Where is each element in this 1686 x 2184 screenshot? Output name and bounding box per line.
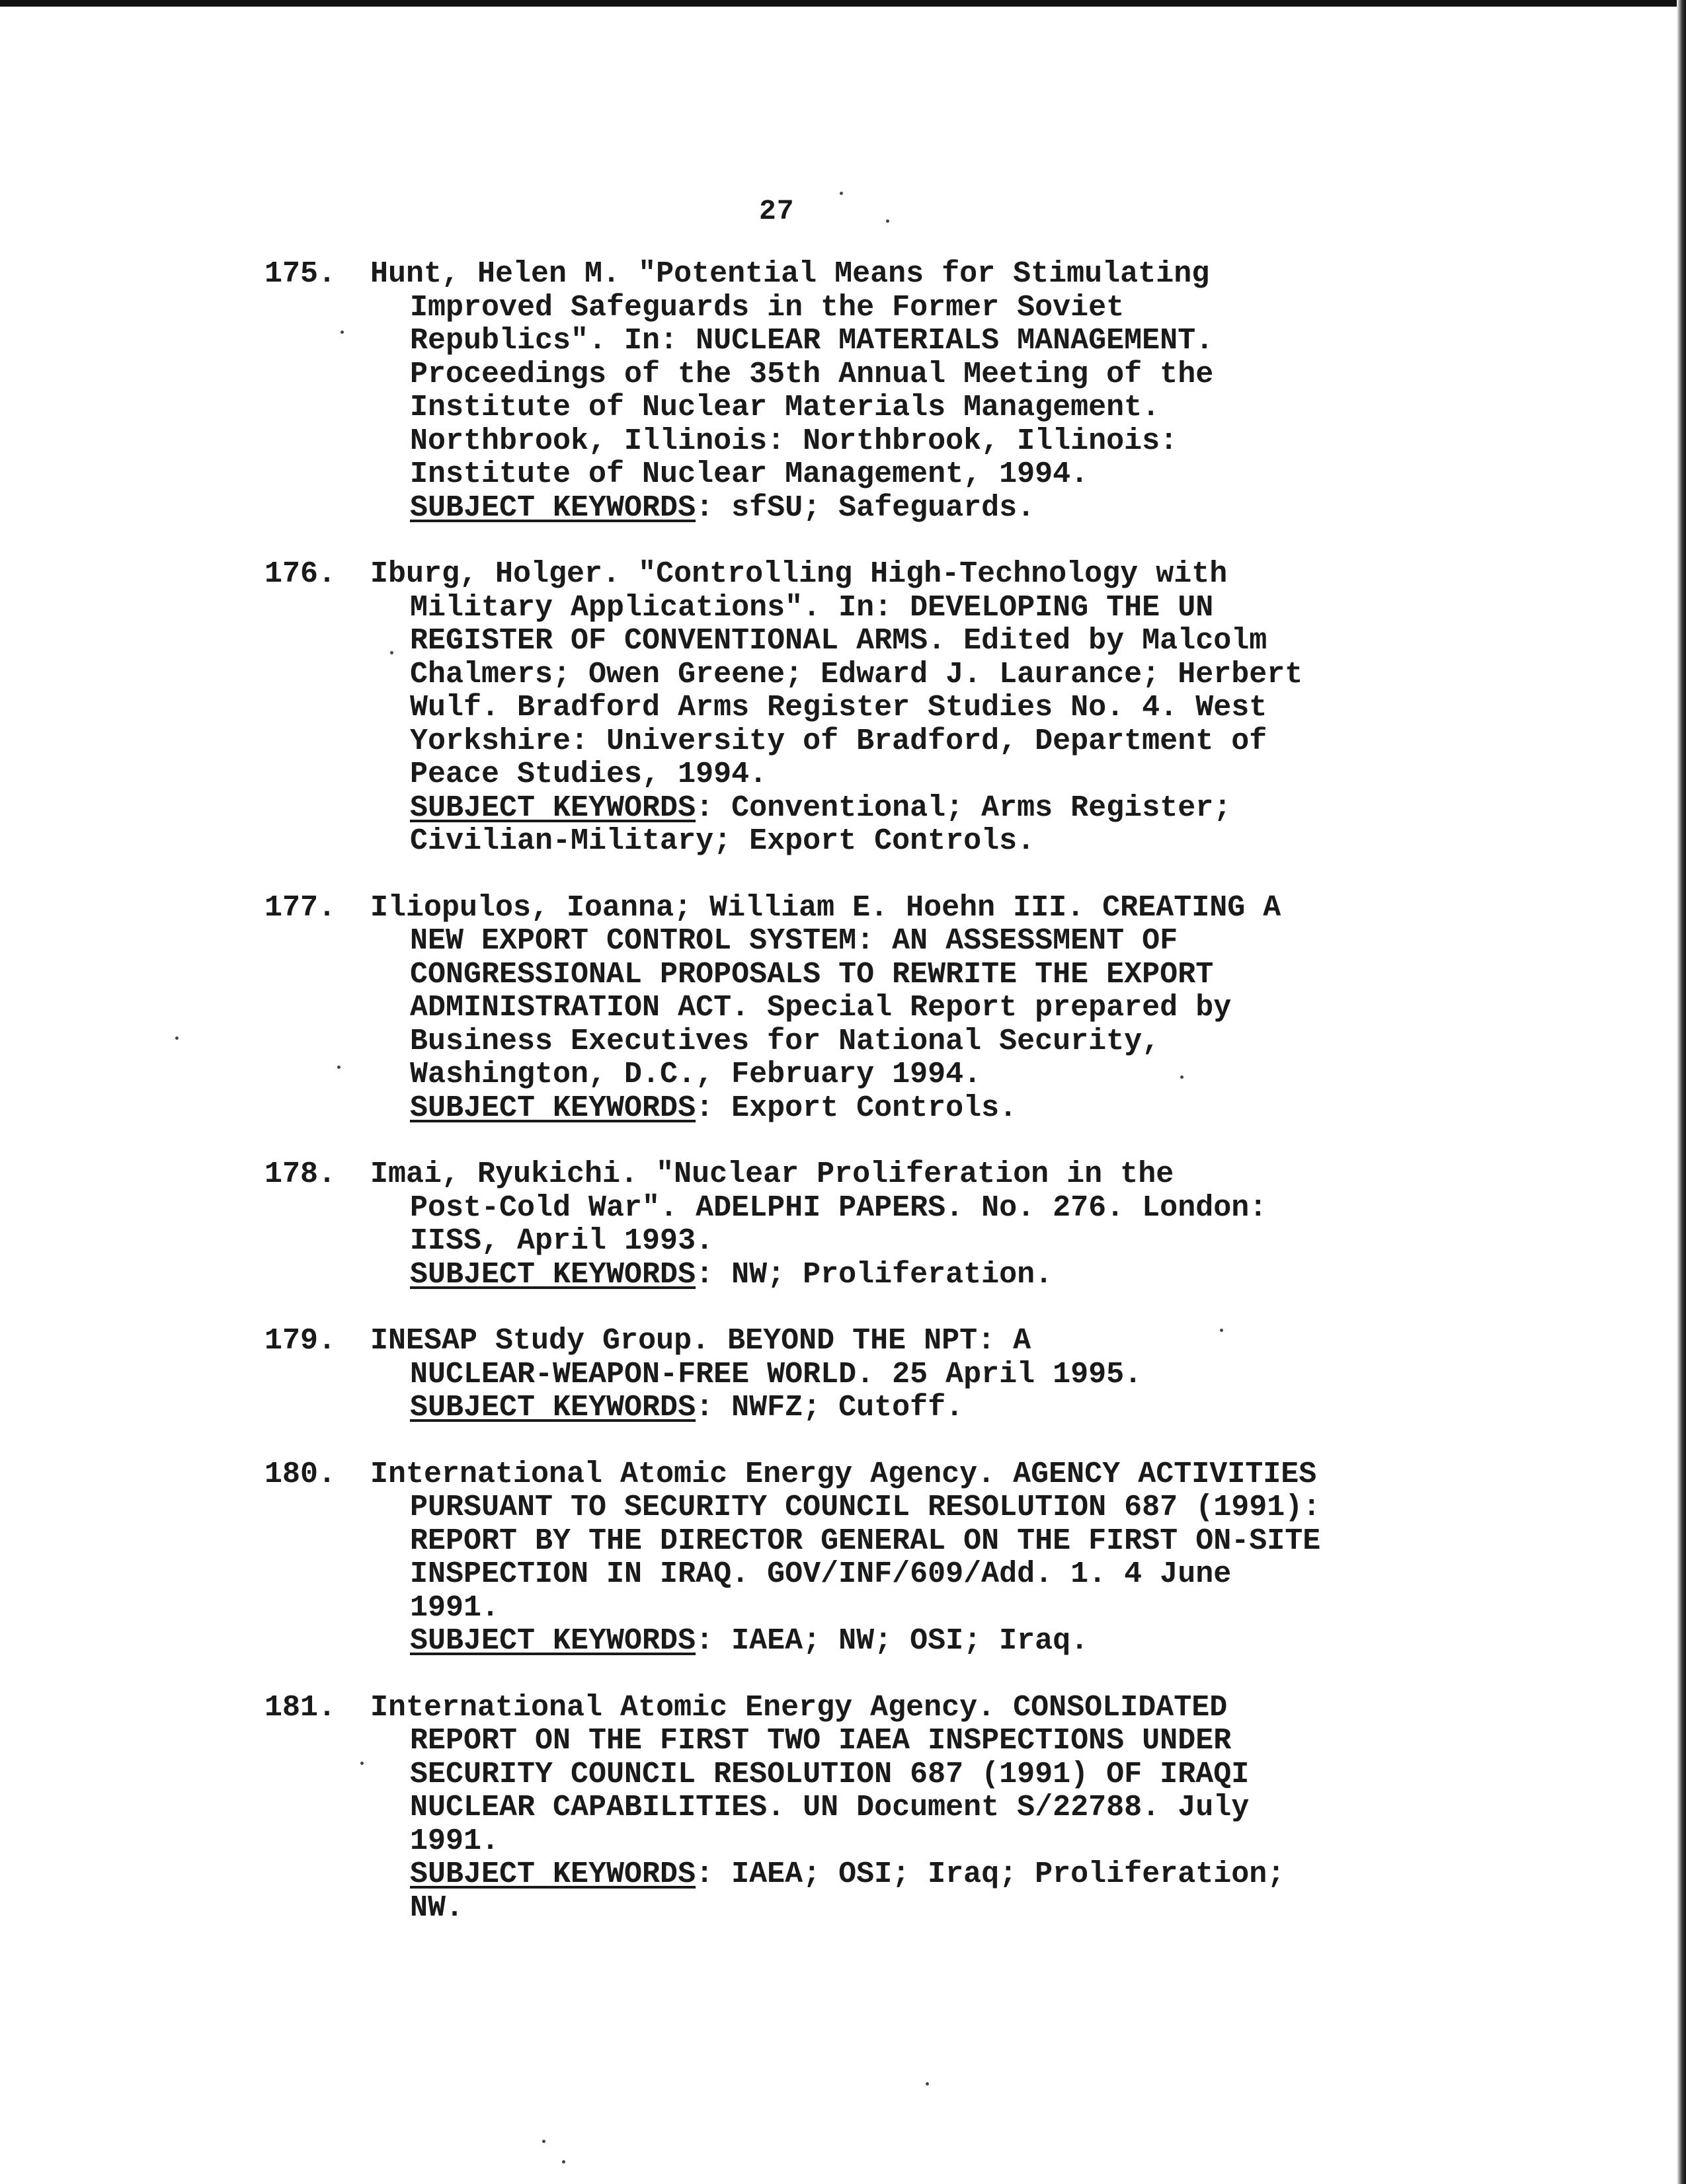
citation-line: REPORT ON THE FIRST TWO IAEA INSPECTIONS UNDER <box>410 1724 1232 1758</box>
scan-speck <box>562 2160 565 2164</box>
entry-number: 177. <box>264 890 337 925</box>
bibliography-entry <box>264 1458 1468 1658</box>
citation-line: Post-Cold War". ADELPHI PAPERS. No. 276. London: <box>410 1190 1267 1225</box>
subject-keywords-label: SUBJECT KEYWORDS <box>410 1391 696 1424</box>
scan-speck <box>341 331 344 334</box>
citation-line: SECURITY COUNCIL RESOLUTION 687 (1991) OF IRAQI <box>410 1757 1250 1791</box>
subject-keywords-line <box>370 1892 1468 1926</box>
subject-keywords-value: : IAEA; OSI; Iraq; Proliferation; <box>696 1857 1285 1891</box>
citation-first-line: INESAP Study Group. BEYOND THE NPT: A <box>370 1324 1031 1358</box>
citation-line: Peace Studies, 1994. <box>410 758 768 791</box>
bibliography-list <box>264 258 1468 1925</box>
scan-speck <box>390 651 393 654</box>
citation-line: REGISTER OF CONVENTIONAL ARMS. Edited by Malcolm <box>410 624 1267 658</box>
citation-line: PURSUANT TO SECURITY COUNCIL RESOLUTION 687 (1991): <box>410 1491 1321 1524</box>
subject-keywords-value: : Export Controls. <box>696 1091 1018 1125</box>
subject-keywords-label: SUBJECT KEYWORDS <box>410 1091 696 1125</box>
entry-citation <box>370 1158 1468 1292</box>
scan-speck <box>175 1036 179 1040</box>
citation-line: Washington, D.C., February 1994. <box>410 1058 982 1091</box>
subject-keywords-line <box>370 1858 1468 1892</box>
citation-line: Yorkshire: University of Bradford, Department of <box>410 724 1267 758</box>
subject-keywords-line <box>370 1391 1468 1425</box>
citation-line: ADMINISTRATION ACT. Special Report prepared by <box>410 991 1232 1025</box>
scan-speck <box>926 2082 929 2086</box>
citation-line: REPORT BY THE DIRECTOR GENERAL ON THE FIRST ON-SITE <box>410 1524 1321 1558</box>
subject-keywords-line <box>370 1092 1468 1126</box>
subject-keywords-value: Civilian-Military; Export Controls. <box>410 824 1035 858</box>
entry-citation <box>370 1325 1468 1425</box>
citation-first-line: International Atomic Energy Agency. CONSOLIDATED <box>370 1690 1228 1725</box>
subject-keywords-line <box>370 492 1468 526</box>
entry-number: 179. <box>264 1324 337 1358</box>
subject-keywords-label: SUBJECT KEYWORDS <box>410 490 696 525</box>
citation-line: NUCLEAR-WEAPON-FREE WORLD. 25 April 1995. <box>410 1357 1143 1391</box>
scan-speck <box>337 1066 341 1069</box>
scan-edge-top <box>0 0 1686 7</box>
subject-keywords-label: SUBJECT KEYWORDS <box>410 1624 696 1658</box>
bibliography-entry <box>264 558 1468 859</box>
citation-first-line: International Atomic Energy Agency. AGENCY ACTIVITIES <box>370 1457 1317 1491</box>
entry-citation <box>370 558 1468 859</box>
scan-speck <box>360 1762 364 1765</box>
bibliography-entry <box>264 1692 1468 1926</box>
entry-number: 178. <box>264 1157 337 1191</box>
bibliography-entry <box>264 258 1468 525</box>
page-number: 27 <box>759 195 795 227</box>
scan-edge-right <box>1677 0 1686 2184</box>
scan-speck <box>1220 1329 1223 1332</box>
bibliography-entry <box>264 1158 1468 1292</box>
citation-line: Chalmers; Owen Greene; Edward J. Laurance; Herbert <box>410 657 1303 691</box>
citation-first-line: Iliopulos, Ioanna; William E. Hoehn III. CREATING A <box>370 890 1281 925</box>
citation-line: 1991. <box>410 1590 500 1625</box>
citation-line: 1991. <box>410 1824 500 1858</box>
subject-keywords-value: : NWFZ; Cutoff. <box>696 1391 964 1424</box>
citation-line: CONGRESSIONAL PROPOSALS TO REWRITE THE EXPORT <box>410 957 1214 992</box>
subject-keywords-label: SUBJECT KEYWORDS <box>410 1257 696 1292</box>
subject-keywords-value: : NW; Proliferation. <box>696 1257 1053 1292</box>
citation-line: Institute of Nuclear Materials Management. <box>410 391 1160 424</box>
citation-line: NEW EXPORT CONTROL SYSTEM: AN ASSESSMENT OF <box>410 924 1178 958</box>
citation-line: Institute of Nuclear Management, 1994. <box>410 457 1089 491</box>
citation-line: Republics". In: NUCLEAR MATERIALS MANAGEMENT. <box>410 324 1214 358</box>
citation-line: Business Executives for National Security, <box>410 1024 1160 1058</box>
entry-citation <box>370 892 1468 1126</box>
citation-line: Military Applications". In: DEVELOPING THE UN <box>410 590 1214 625</box>
bibliography-entry <box>264 1325 1468 1425</box>
subject-keywords-label: SUBJECT KEYWORDS <box>410 791 696 825</box>
citation-line: Improved Safeguards in the Former Soviet <box>410 290 1125 325</box>
citation-line: NUCLEAR CAPABILITIES. UN Document S/22788. July <box>410 1791 1250 1824</box>
scan-speck <box>1180 1075 1184 1079</box>
subject-keywords-value: NW. <box>410 1891 464 1925</box>
scan-speck <box>840 192 843 195</box>
subject-keywords-line <box>370 825 1468 859</box>
subject-keywords-line <box>370 1625 1468 1658</box>
entry-number: 180. <box>264 1457 337 1491</box>
citation-first-line: Hunt, Helen M. "Potential Means for Stimulating <box>370 257 1210 291</box>
entry-number: 175. <box>264 257 337 291</box>
subject-keywords-line <box>370 792 1468 826</box>
scan-speck <box>542 2140 545 2143</box>
citation-first-line: Iburg, Holger. "Controlling High-Technology with <box>370 557 1228 591</box>
subject-keywords-label: SUBJECT KEYWORDS <box>410 1857 696 1891</box>
entry-citation <box>370 258 1468 525</box>
citation-line: Northbrook, Illinois: Northbrook, Illinois: <box>410 424 1178 458</box>
citation-first-line: Imai, Ryukichi. "Nuclear Proliferation in the <box>370 1157 1174 1191</box>
citation-line: IISS, April 1993. <box>410 1224 714 1258</box>
subject-keywords-value: : Conventional; Arms Register; <box>696 791 1232 825</box>
subject-keywords-value: : sfSU; Safeguards. <box>696 490 1035 525</box>
scan-speck <box>886 219 889 223</box>
bibliography-entry <box>264 892 1468 1126</box>
entry-number: 176. <box>264 557 337 591</box>
entry-citation <box>370 1692 1468 1926</box>
subject-keywords-value: : IAEA; NW; OSI; Iraq. <box>696 1624 1089 1658</box>
citation-line: Wulf. Bradford Arms Register Studies No. 4. West <box>410 691 1267 724</box>
subject-keywords-line <box>370 1259 1468 1292</box>
entry-citation <box>370 1458 1468 1658</box>
entry-number: 181. <box>264 1690 337 1725</box>
citation-line: INSPECTION IN IRAQ. GOV/INF/609/Add. 1. 4 June <box>410 1557 1232 1591</box>
citation-line: Proceedings of the 35th Annual Meeting of the <box>410 357 1214 391</box>
